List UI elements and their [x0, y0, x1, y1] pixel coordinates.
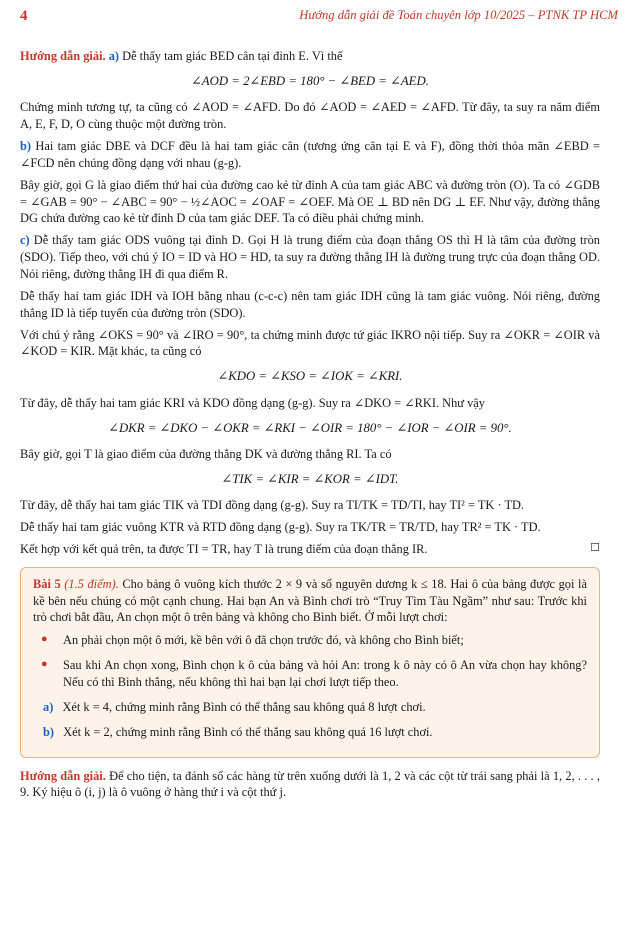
problem-5-box — [20, 567, 600, 758]
rule-item — [41, 657, 587, 691]
page-header — [20, 6, 618, 26]
solution4-para-a1 — [20, 48, 600, 65]
part-a-text: Xét k = 4, chứng minh rằng Bình có thể thắng sau không quá 8 lượt chơi. — [62, 699, 426, 714]
problem-5-part-b — [43, 724, 587, 741]
equation-3: ∠DKR = ∠DKO − ∠OKR = ∠RKI − ∠OIR = 180° − ∠IOR − ∠OIR = 90°. — [108, 420, 512, 435]
equation-2: ∠KDO = ∠KSO = ∠IOK = ∠KRI. — [217, 369, 403, 384]
solution4-para-c8 — [20, 541, 600, 558]
solution4-para-c5: Bây giờ, gọi T là giao điểm của đường thẳng DK và đường thẳng RI. Ta có — [20, 446, 392, 461]
part-a-label: a) — [108, 49, 120, 63]
solution4-para-b2: Bây giờ, gọi G là giao điểm thứ hai của đường cao kẻ từ đỉnh A của tam giác ABC và đường tròn (O). Ta có ∠GDB = ∠GAB = 90° − ∠ABC = 90° − ½∠AOC = ∠OAF = ∠OEF. Mà OE ⊥ BD nên DG ⊥ EF. Như vậy, đường thẳng DG chứa đường cao kẻ từ đỉnh D của tam giác DEF. Ta có điều phải chứng minh. — [20, 177, 600, 226]
part-a-label: a) — [43, 699, 54, 714]
part-b-label: b) — [20, 138, 32, 153]
solution5-text: Để cho tiện, ta đánh số các hàng từ trên xuống dưới là 1, 2 và các cột từ trái sang phải là 1, 2, . . . , 9. Ký hiệu ô (i, j) là ô vuông ở hàng thứ i và cột thứ j. — [20, 768, 600, 800]
solution4-para-c3: Với chú ý rằng ∠OKS = 90° và ∠IRO = 90°, ta chứng minh được tứ giác IKRO nội tiếp. Suy ra ∠OKR = ∠OIR và ∠KOD = KIR. Mặt khác, ta cũng có — [20, 327, 600, 359]
part-b-label: b) — [43, 724, 55, 739]
page-number: 4 — [20, 8, 28, 24]
rule-text: An phải chọn một ô mới, kề bên với ô đã chọn trước đó, và không cho Bình biết; — [63, 633, 464, 648]
bullet-icon: ● — [41, 633, 48, 646]
equation-1: ∠AOD = 2∠EBD = 180° − ∠BED = ∠AED. — [191, 73, 429, 88]
solution4-para-c6: Từ đây, dễ thấy hai tam giác TIK và TDI đồng dạng (g-g). Suy ra TI/TK = TD/TI, hay TI² = TK · TD. — [20, 498, 525, 513]
solution4-para-c4: Từ đây, dễ thấy hai tam giác KRI và KDO đồng dạng (g-g). Suy ra ∠DKO = ∠RKI. Như vậy — [20, 395, 486, 410]
problem-5-points: (1.5 điểm). — [64, 576, 119, 591]
part-a-intro: Dễ thấy tam giác BED cân tại đỉnh E. Vì thế — [122, 49, 343, 63]
running-title: Hướng dẫn giải đề Toán chuyên lớp 10/2025 – PTNK TP HCM — [299, 8, 618, 22]
problem-5-rules — [33, 632, 587, 691]
solution4-para-c7: Dễ thấy hai tam giác vuông KTR và RTD đồng dạng (g-g). Suy ra TK/TR = TR/TD, hay TR² = TK · TD. — [20, 520, 541, 535]
rule-item — [41, 632, 587, 649]
page-content — [20, 48, 600, 806]
qed-symbol: ☐ — [590, 541, 600, 554]
part-b-text: Hai tam giác DBE và DCF đều là hai tam giác cân (tương ứng cân tại E và F), đồng thời thỏa mãn ∠EBD = ∠FCD nên chúng đồng dạng với nhau (g-g). — [20, 138, 600, 170]
problem-5-part-a — [43, 699, 587, 716]
solution4-para-a2: Chứng minh tương tự, ta cũng có ∠AOD = ∠AFD. Do đó ∠AOD = ∠AED = ∠AFD. Từ đây, ta suy ra năm điểm A, E, F, D, O cùng thuộc một đường tròn. — [20, 100, 600, 132]
rule-text: Sau khi An chọn xong, Bình chọn k ô của bảng và hỏi An: trong k ô này có ô An vừa chọn hay không? Nếu có thì Bình thắng, nếu không thì hai bạn lại chơi lượt tiếp theo. — [63, 658, 587, 690]
bullet-icon: ● — [41, 658, 48, 671]
part-c-text: Dễ thấy tam giác ODS vuông tại đỉnh D. Gọi H là trung điểm của đoạn thẳng OS thì H là tâm của đường tròn (SDO). Tiếp theo, với chú ý IO = ID và HO = HD, ta suy ra đường thẳng IH là đường trung trực của đoạn thẳng OD. Nói riêng, đường thẳng IH đi qua điểm R. — [20, 233, 600, 281]
conclusion-text: Kết hợp với kết quả trên, ta được TI = TR, hay T là trung điểm của đoạn thẳng IR. — [20, 541, 428, 556]
problem-5-title: Bài 5 — [33, 576, 61, 591]
solution4-para-b1 — [20, 138, 600, 172]
part-b-text: Xét k = 2, chứng minh rằng Bình có thể thắng sau không quá 16 lượt chơi. — [63, 724, 433, 739]
problem-5-statement — [33, 576, 587, 627]
solution4-para-c1 — [20, 232, 600, 283]
solution4-para-c2: Dễ thấy hai tam giác IDH và IOH bằng nhau (c-c-c) nên tam giác IDH cũng là tam giác vuông. Nói riêng, đường thẳng ID là tiếp tuyến của đường tròn (SDO). — [20, 288, 600, 320]
problem-5-text: Cho bảng ô vuông kích thước 2 × 9 và số nguyên dương k ≤ 18. Hai ô của bảng được gọi là kề bên nếu chúng có một cạnh chung. Hai bạn An và Bình chơi trò “Truy Tìm Tàu Ngầm” như sau: Trước khi trò chơi bắt đầu, An chọn một ô trên bảng và không cho Bình biết. Ở mỗi lượt chơi: — [33, 576, 587, 625]
solution-label: Hướng dẫn giải. — [20, 768, 106, 783]
solution-label: Hướng dẫn giải. — [20, 49, 106, 63]
part-c-label: c) — [20, 233, 30, 248]
solution5-intro — [20, 768, 600, 802]
equation-4: ∠TIK = ∠KIR = ∠KOR = ∠IDT. — [221, 471, 399, 486]
